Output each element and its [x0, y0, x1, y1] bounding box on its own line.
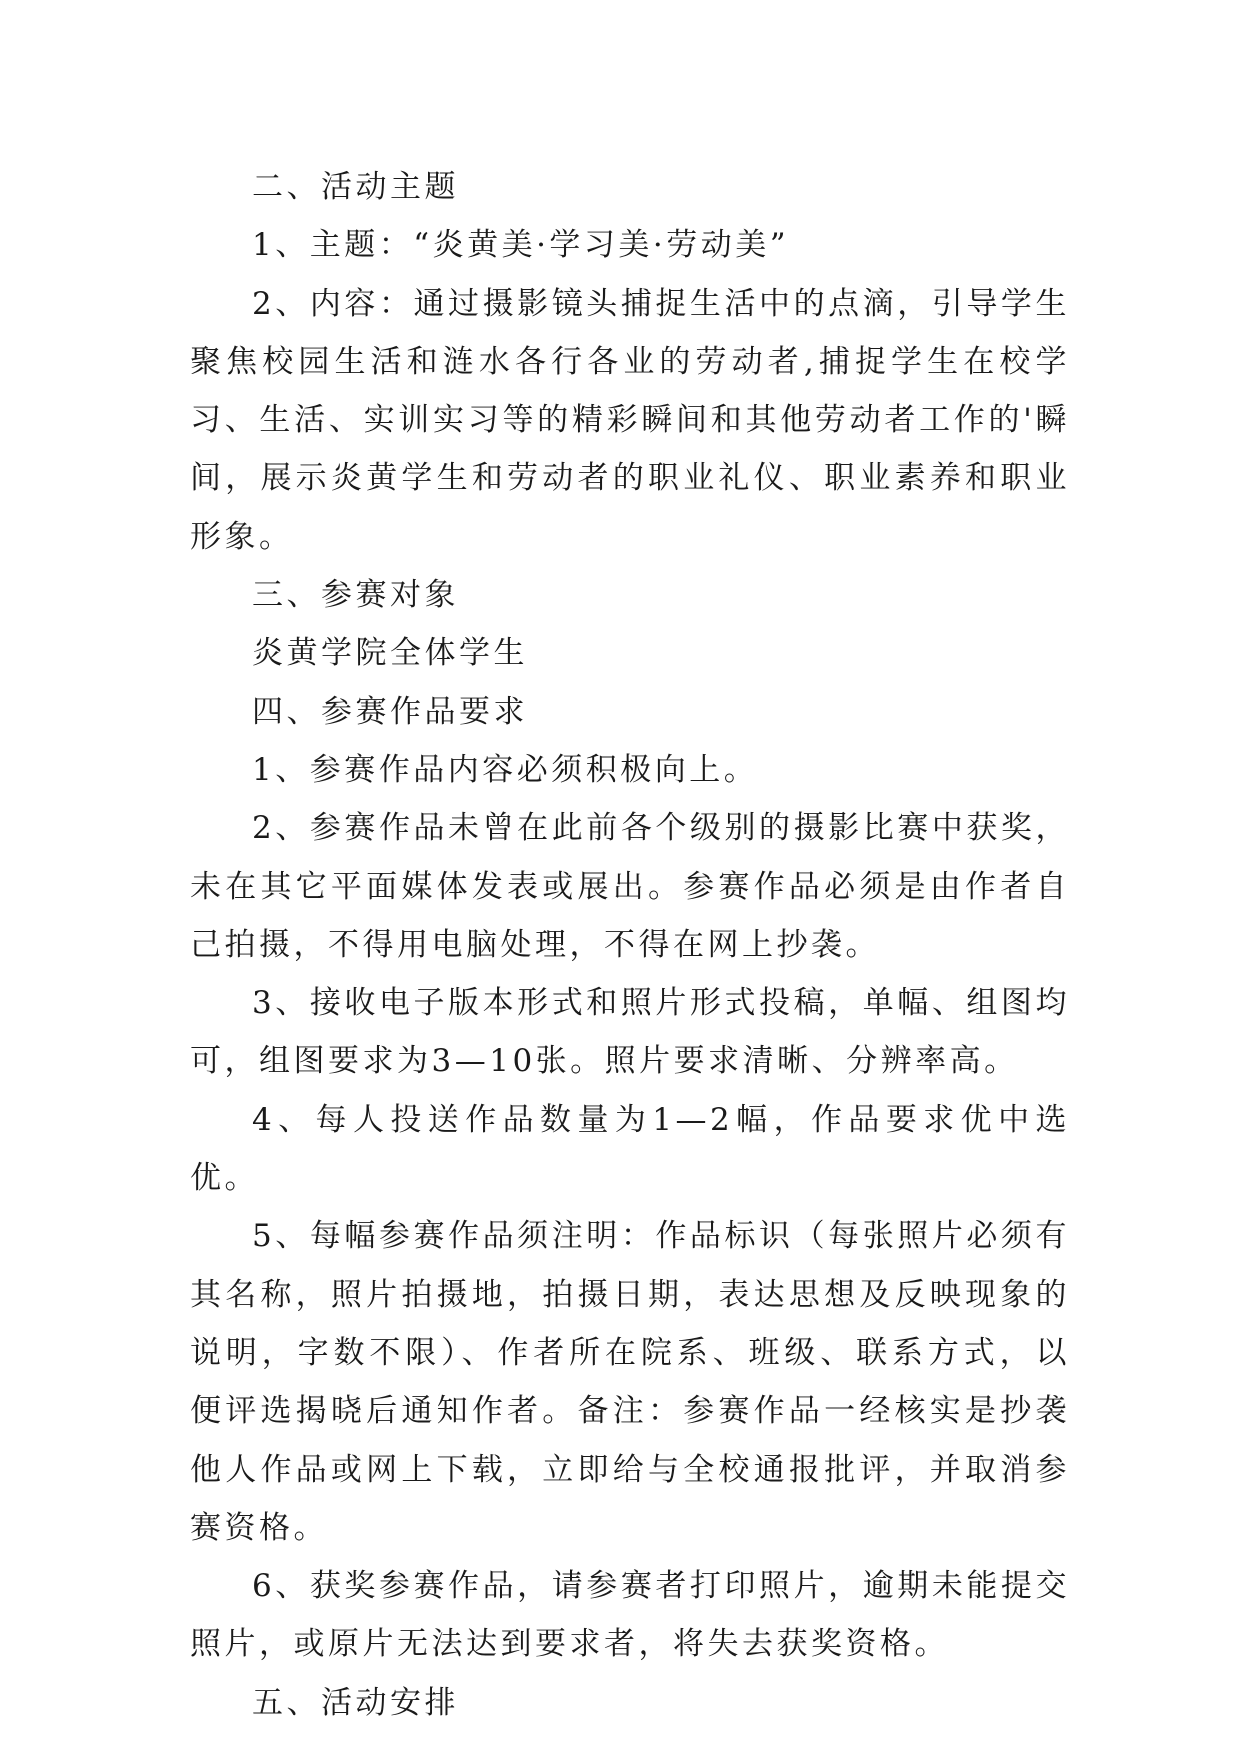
participants-text: 炎黄学院全体学生	[252, 635, 528, 672]
section-heading-theme: 二、活动主题	[252, 169, 459, 205]
section-heading-schedule: 五、活动安排	[252, 1684, 459, 1721]
document-body	[190, 158, 1070, 1732]
requirement-item-1: 1、参赛作品内容必须积极向上。	[252, 751, 759, 788]
requirement-item-4: 4、每人投送作品数量为1—2幅，作品要求优中选优。	[190, 1101, 1070, 1197]
requirement-item-3: 3、接收电子版本形式和照片形式投稿，单幅、组图均可，组图要求为3—10张。照片要求清晰、分辨率高。	[190, 985, 1070, 1080]
section-heading-requirements: 四、参赛作品要求	[252, 693, 528, 730]
requirement-item-2: 2、参赛作品未曾在此前各个级别的摄影比赛中获奖，未在其它平面媒体发表或展出。参赛作品必须是由作者自己拍摄，不得用电脑处理，不得在网上抄袭。	[190, 810, 1070, 963]
content-item: 2、内容：通过摄影镜头捕捉生活中的点滴，引导学生聚焦校园生活和涟水各行各业的劳动者,捕捉学生在校学习、生活、实训实习等的精彩瞬间和其他劳动者工作的'瞬间，展示炎黄学生和劳动者的职业礼仪、职业素养和职业形象。	[190, 285, 1070, 555]
requirement-item-5: 5、每幅参赛作品须注明：作品标识（每张照片必须有其名称，照片拍摄地，拍摄日期，表达思想及反映现象的说明，字数不限）、作者所在院系、班级、联系方式，以便评选揭晓后通知作者。备注：参赛作品一经核实是抄袭他人作品或网上下载，立即给与全校通报批评，并取消参赛资格。	[190, 1218, 1070, 1546]
requirement-item-6: 6、获奖参赛作品，请参赛者打印照片，逾期未能提交照片，或原片无法达到要求者，将失去获奖资格。	[190, 1568, 1070, 1663]
section-heading-participants: 三、参赛对象	[252, 577, 459, 614]
theme-item: 1、主题：“炎黄美·学习美·劳动美”	[252, 227, 790, 264]
